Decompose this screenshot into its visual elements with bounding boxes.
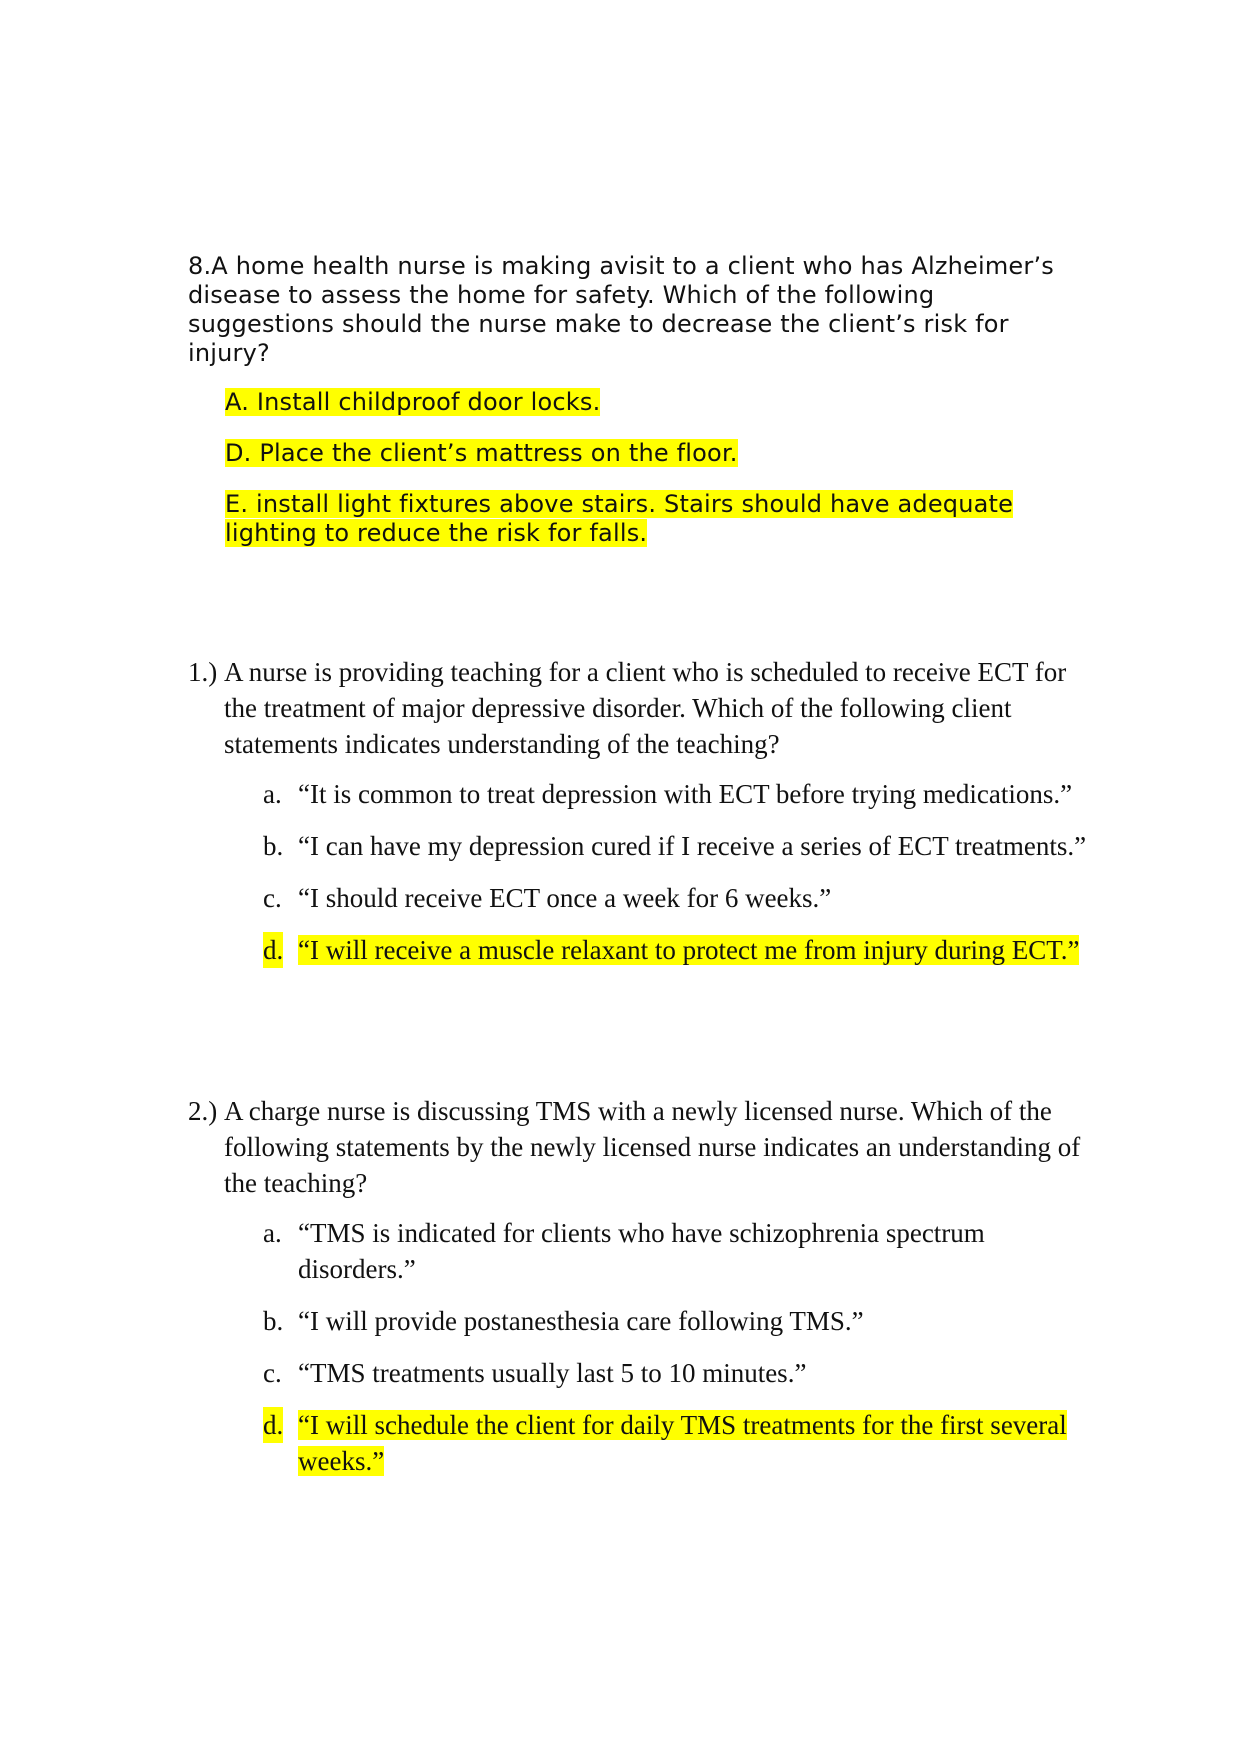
option-d: [188, 932, 1088, 968]
highlighted-text: E. install light fixtures above stairs. Stairs should have adequate lighting to reduce the risk for falls.: [225, 490, 1014, 547]
option-a: [188, 776, 1088, 812]
question-8-stem: 8.A home health nurse is making avisit to a client who has Alzheimer’s disease to assess the home for safety. Which of the following suggestions should the nurse make to decrease the client’s risk for injury?: [188, 252, 1054, 367]
option-letter: b.: [263, 831, 284, 861]
option-text-highlighted: “I will receive a muscle relaxant to protect me from injury during ECT.”: [298, 935, 1080, 965]
question-2: [188, 1093, 1088, 1495]
question-number: 2.): [188, 1096, 218, 1126]
question-1: [188, 654, 1088, 984]
option-letter: d.: [263, 1407, 283, 1443]
question-8-answer-d: [225, 439, 1065, 468]
option-b: [188, 828, 1088, 864]
option-text: “TMS is indicated for clients who have schizophrenia spectrum disorders.”: [298, 1218, 985, 1284]
option-text: “I will provide postanesthesia care following TMS.”: [298, 1306, 864, 1336]
option-text: “I should receive ECT once a week for 6 weeks.”: [298, 883, 832, 913]
option-list: [188, 776, 1088, 968]
question-8: [188, 252, 1088, 547]
option-letter: a.: [263, 1218, 282, 1248]
question-number: 1.): [188, 657, 218, 687]
question-stem: A charge nurse is discussing TMS with a newly licensed nurse. Which of the following statements by the newly licensed nurse indicates an understanding of the teaching?: [224, 1096, 1081, 1198]
option-c: [188, 1355, 1088, 1391]
option-letter: c.: [263, 883, 282, 913]
option-text: “TMS treatments usually last 5 to 10 minutes.”: [298, 1358, 807, 1388]
option-list: [188, 1215, 1088, 1479]
question-8-answers: [225, 388, 1065, 570]
option-text-highlighted: “I will schedule the client for daily TMS treatments for the first several weeks.”: [298, 1410, 1067, 1476]
question-stem: A nurse is providing teaching for a client who is scheduled to receive ECT for the treatment of major depressive disorder. Which of the following client statements indicates understanding of the teaching?: [224, 657, 1067, 759]
option-a: [188, 1215, 1088, 1287]
question-8-answer-a: [225, 388, 1065, 417]
option-letter: d.: [263, 932, 283, 968]
option-letter: c.: [263, 1358, 282, 1388]
highlighted-text: D. Place the client’s mattress on the floor.: [225, 439, 738, 467]
highlighted-text: A. Install childproof door locks.: [225, 388, 601, 416]
question-8-answer-e: [225, 490, 1065, 548]
option-letter: a.: [263, 779, 282, 809]
option-letter: b.: [263, 1306, 284, 1336]
option-b: [188, 1303, 1088, 1339]
option-text: “I can have my depression cured if I receive a series of ECT treatments.”: [298, 831, 1087, 861]
option-text: “It is common to treat depression with ECT before trying medications.”: [298, 779, 1073, 809]
option-c: [188, 880, 1088, 916]
option-d: [188, 1407, 1088, 1479]
